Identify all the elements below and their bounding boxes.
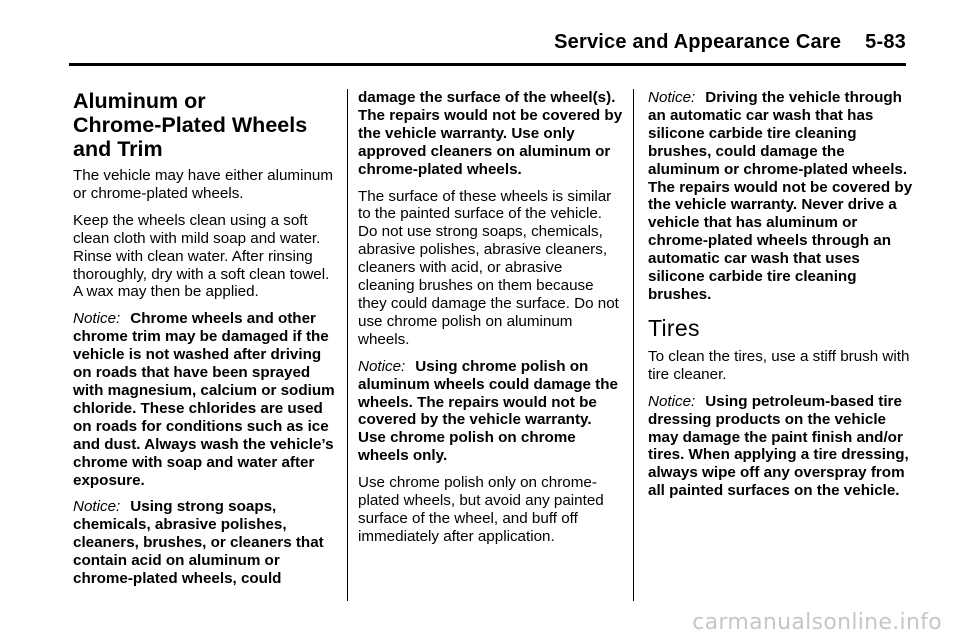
notice-text: Using strong soaps, chemicals, abrasive polishes, cleaners, brushes, or cleaners that contain acid on aluminum or chrome-plated wheels, could [73,498,324,588]
section-heading-tires: Tires [648,314,700,341]
watermark: carmanualsonline.info [692,610,942,635]
notice-label: Notice: [648,89,696,106]
column-2 [358,89,623,555]
heading-line-2: Chrome-Plated Wheels [73,113,308,137]
notice-label: Notice: [648,392,696,410]
heading-line-1: Aluminum or [73,89,206,113]
notice-text: Using petroleum-based tire dressing products on the vehicle may damage the paint finish and/or tires. When applying a tire dressing, always wipe off any overspray from all painted surfaces on the vehicle. [648,392,909,500]
notice-label: Notice: [73,310,121,328]
notice-tire-dressing [648,393,913,500]
column-1 [73,89,338,597]
notice-text: Using chrome polish on aluminum wheels could damage the wheels. The repairs would not be covered by the vehicle warranty. Use chrome polish on chrome wheels only. [358,357,618,465]
column-3 [648,89,913,509]
notice-text: Chrome wheels and other chrome trim may be damaged if the vehicle is not washed after driving on roads that have been sprayed with magnesium, calcium or sodium chloride. These chlorides are used on roads for conditions such as ice and dust. Always wash the vehicle’s chrome with soap and water after exposure. [73,310,335,489]
notice-label: Notice: [73,498,121,516]
notice-label: Notice: [358,357,406,375]
section-heading-wheels [73,89,338,161]
notice-chrome-trim [73,310,338,489]
notice-strong-soaps [73,498,338,588]
paragraph-cleaning: Keep the wheels clean using a soft clean cloth with mild soap and water. Rinse with clean water. After rinsing thoroughly, dry with a soft clean towel. A wax may then be applied. [73,211,330,301]
notice-chrome-polish [358,358,623,465]
paragraph-chrome-polish-use: Use chrome polish only on chrome-plated wheels, but avoid any painted surface of the wheel, and buff off immediately after application. [358,474,604,545]
column-divider-1 [347,89,348,601]
page-header [554,31,906,54]
column-divider-2 [633,89,634,601]
heading-line-3: and Trim [73,137,163,161]
notice-car-wash [648,89,913,304]
notice-text: Driving the vehicle through an automatic car wash that has silicone carbide tire cleaning brushes, could damage the aluminum or chrome-plated wheels. The repairs would not be covered by the vehicle warranty. Never drive a vehicle that has aluminum or chrome-plated wheels through an automatic car wash that uses silicone carbide tire cleaning brushes. [648,89,913,303]
notice-strong-soaps-continued: damage the surface of the wheel(s). The repairs would not be covered by the vehicle warranty. Use only approved cleaners on aluminum or chrome-plated wheels. [358,89,623,178]
paragraph-wheel-types: The vehicle may have either aluminum or chrome-plated wheels. [73,167,333,202]
paragraph-wheel-surface: The surface of these wheels is similar to the painted surface of the vehicle. Do not use strong soaps, chemicals, abrasive polishes, abrasive cleaners, cleaners with acid, or abrasive cleaning brushes on them because they could damage the surface. Do not use chrome polish on aluminum wheels. [358,187,619,348]
paragraph-tire-cleaning: To clean the tires, use a stiff brush with tire cleaner. [648,347,910,383]
header-rule [69,63,906,66]
page-number: 5-83 [865,31,906,53]
section-title: Service and Appearance Care [554,31,842,53]
